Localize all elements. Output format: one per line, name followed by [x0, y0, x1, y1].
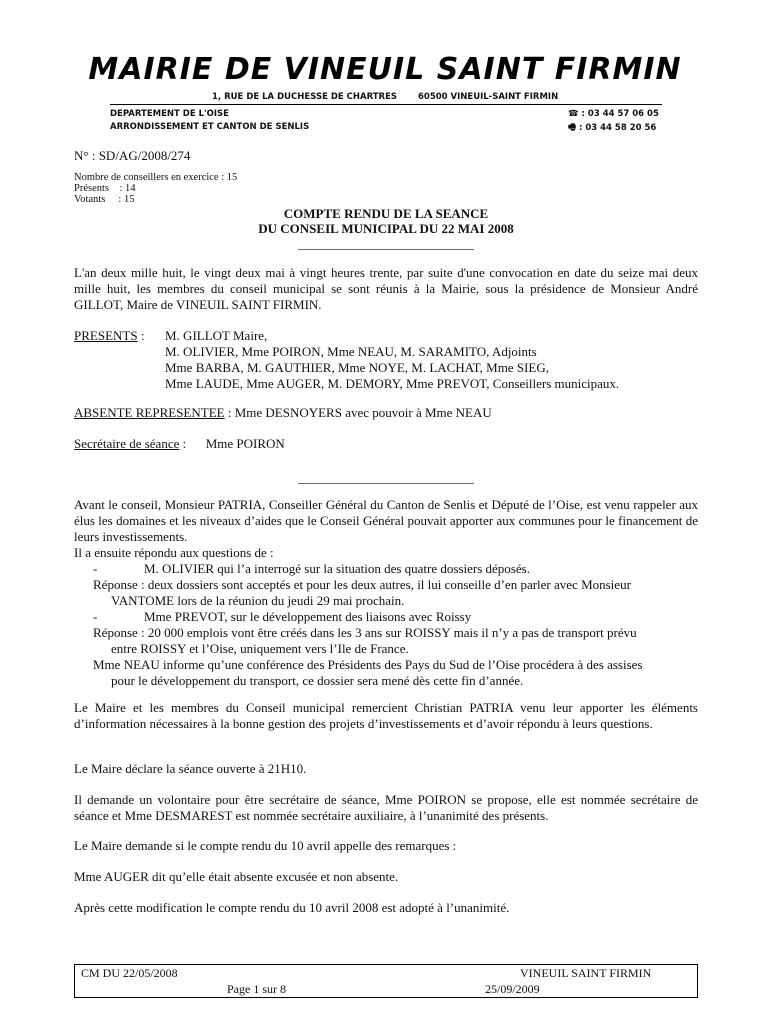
footer-session: CM DU 22/05/2008: [81, 966, 178, 980]
secretaire-text: : Mme POIRON: [179, 436, 285, 451]
absente-line: [74, 405, 492, 421]
footer-date: 25/09/2009: [485, 982, 540, 996]
answer-1b: VANTOME lors de la réunion du jeudi 29 mai prochain.: [111, 593, 405, 608]
answer-2b: entre ROISSY et l’Oise, uniquement vers l’Ile de France.: [111, 641, 409, 656]
neau-note-a: Mme NEAU informe qu’une conférence des Présidents des Pays du Sud de l’Oise procédera à des assises: [93, 657, 643, 672]
thanks-paragraph: Le Maire et les membres du Conseil municipal remercient Christian PATRIA venu leur apporter les éléments d’information nécessaires à la bonne gestion des projets d’investissements et d’avoir répondu à leurs questions.: [74, 700, 698, 731]
absente-label: ABSENTE REPRESENTEE: [74, 405, 225, 420]
auger-paragraph: Mme AUGER dit qu’elle était absente excusée et non absente.: [74, 869, 399, 884]
report-title-2: DU CONSEIL MUNICIPAL DU 22 MAI 2008: [258, 221, 514, 236]
phone-number: ☎ : 03 44 57 06 05: [568, 109, 659, 119]
stat-line: Présents : 14: [74, 183, 136, 194]
footer-commune: VINEUIL SAINT FIRMIN: [520, 966, 652, 980]
street-address: 1, RUE DE LA DUCHESSE DE CHARTRES: [212, 92, 398, 102]
presents-label-text: PRESENTS: [74, 328, 138, 343]
absente-text: : Mme DESNOYERS avec pouvoir à Mme NEAU: [224, 405, 492, 420]
secretaire-label: Secrétaire de séance: [74, 436, 180, 451]
presents-line: Mme BARBA, M. GAUTHIER, Mme NOYE, M. LACHAT, Mme SIEG,: [165, 360, 549, 375]
secretary-paragraph: Il demande un volontaire pour être secrétaire de séance, Mme POIRON se propose, elle est nommée secrétaire de séance et Mme DESMAREST est nommée secrétaire auxiliaire, à l’unanimité des présents.: [74, 792, 698, 823]
presents-line: M. GILLOT Maire,: [165, 328, 268, 343]
bullet-dash: -: [93, 561, 98, 576]
section-rule: ___________________________: [298, 470, 474, 485]
questions-intro: Il a ensuite répondu aux questions de :: [74, 545, 274, 560]
report-title-1: COMPTE RENDU DE LA SEANCE: [283, 206, 489, 221]
stat-line: Nombre de conseillers en exercice : 15: [74, 172, 238, 183]
remarks-paragraph: Le Maire demande si le compte rendu du 10 avril appelle des remarques :: [74, 838, 457, 853]
presents-line: Mme LAUDE, Mme AUGER, M. DEMORY, Mme PREVOT, Conseillers municipaux.: [165, 376, 620, 391]
question-prevot: Mme PREVOT, sur le développement des liaisons avec Roissy: [144, 609, 472, 624]
opening-paragraph: Le Maire déclare la séance ouverte à 21H10.: [74, 761, 307, 776]
title-rule: ___________________________: [298, 236, 474, 251]
document-number: N° : SD/AG/2008/274: [74, 148, 191, 163]
header-rule: [110, 104, 662, 105]
presents-label: PRESENTS :: [74, 328, 145, 343]
page-footer: [74, 964, 698, 998]
bullet-dash: -: [93, 609, 98, 624]
presents-line: M. OLIVIER, Mme POIRON, Mme NEAU, M. SARAMITO, Adjoints: [165, 344, 537, 359]
presents-list: [165, 328, 619, 392]
stat-line: Votants : 15: [74, 194, 135, 205]
secretaire-line: [74, 436, 285, 452]
council-stats: [74, 172, 237, 205]
arrondissement: ARRONDISSEMENT ET CANTON DE SENLIS: [110, 122, 310, 132]
patria-paragraph: Avant le conseil, Monsieur PATRIA, Conseiller Général du Canton de Senlis et Député de l’Oise, est venu rappeler aux élus les domaines et les niveaux d’aides que le Conseil Général pouvait apporter aux communes pour le financement de leurs investissements.: [74, 497, 698, 544]
intro-paragraph: L'an deux mille huit, le vingt deux mai à vingt heures trente, par suite d'une convocation en date du seize mai deux mille huit, les membres du conseil municipal se sont réunis à la Mairie, sous la présidence de Monsieur André GILLOT, Maire de VINEUIL SAINT FIRMIN.: [74, 265, 698, 312]
answer-2a: Réponse : 20 000 emplois vont être créés dans les 3 ans sur ROISSY mais il n’y a pas de transport prévu: [93, 625, 637, 640]
footer-page-number: Page 1 sur 8: [227, 982, 286, 996]
neau-note-b: pour le développement du transport, ce dossier sera mené dès cette fin d’année.: [111, 673, 524, 688]
page-title: MAIRIE DE VINEUIL SAINT FIRMIN: [88, 52, 682, 87]
answer-1a: Réponse : deux dossiers sont acceptés et pour les deux autres, il lui conseille d’en parler avec Monsieur: [93, 577, 631, 592]
postal-address: 60500 VINEUIL-SAINT FIRMIN: [418, 92, 559, 102]
adoption-paragraph: Après cette modification le compte rendu du 10 avril 2008 est adopté à l’unanimité.: [74, 900, 510, 915]
department: DEPARTEMENT DE L'OISE: [110, 109, 229, 119]
question-olivier: M. OLIVIER qui l’a interrogé sur la situation des quatre dossiers déposés.: [144, 561, 530, 576]
fax-number: 🖷 : 03 44 58 20 56: [568, 123, 657, 133]
